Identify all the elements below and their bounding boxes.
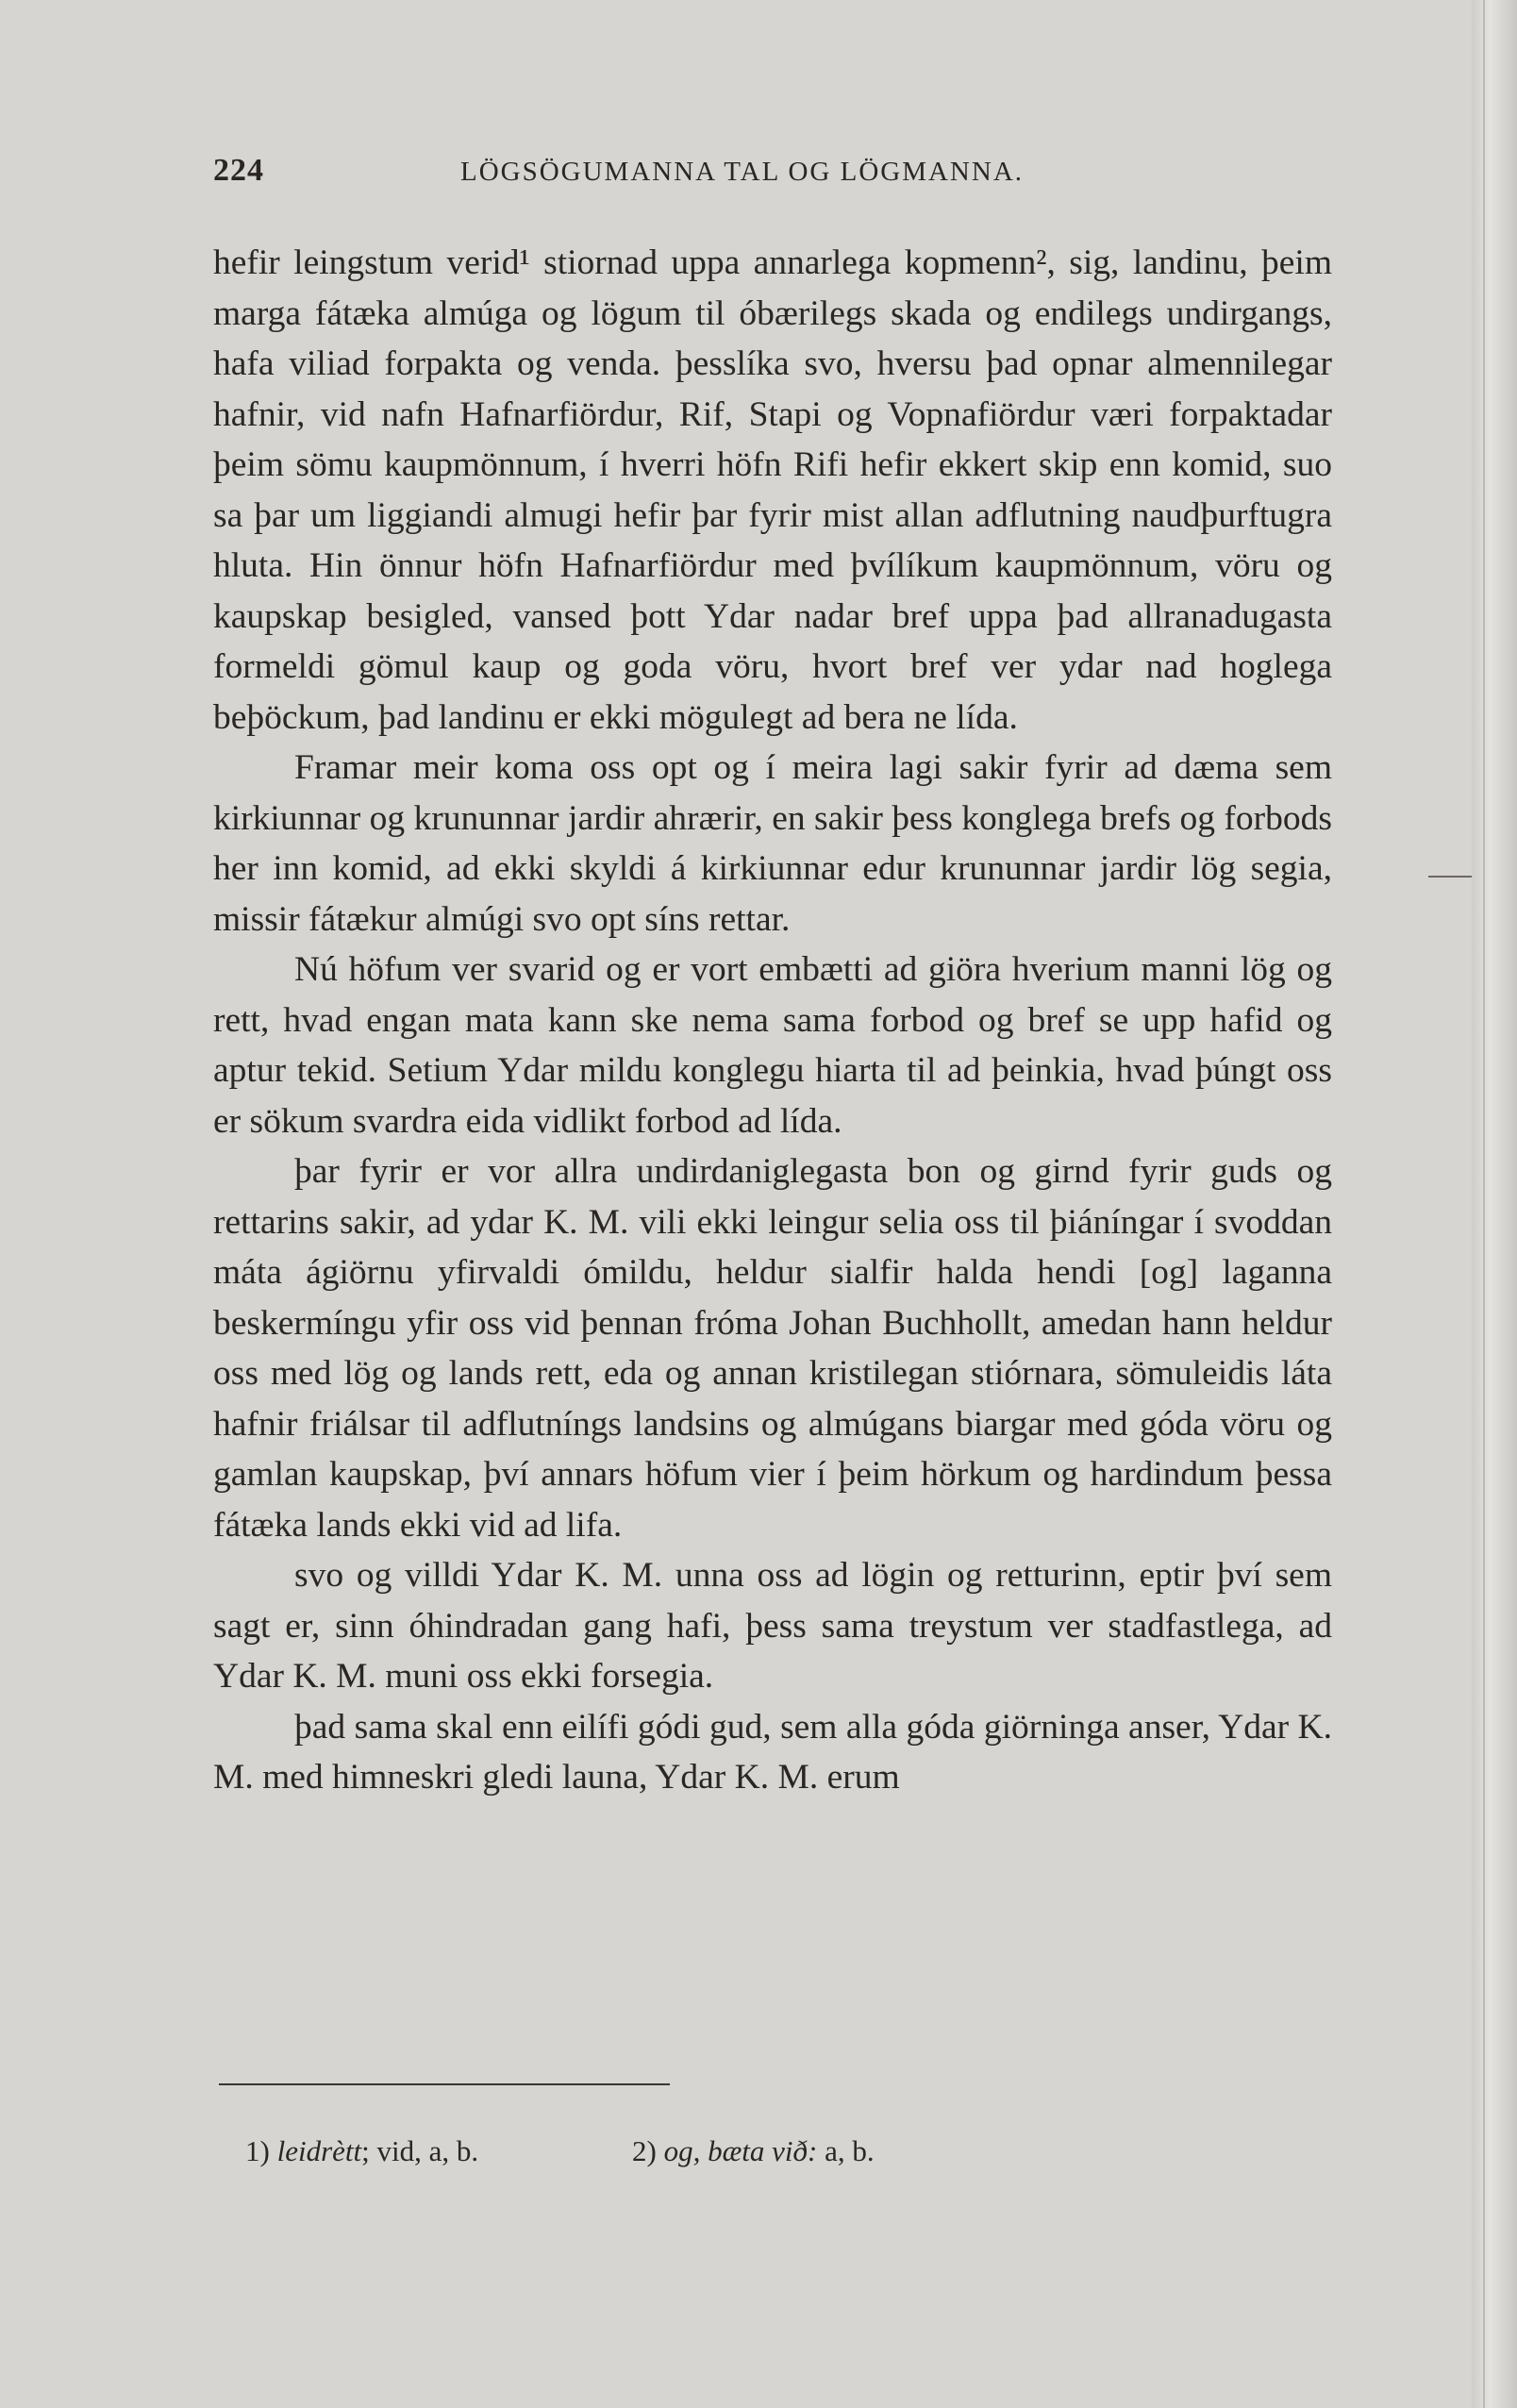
body-text [213,238,1332,1803]
footnote-2-rest: a, b. [817,2134,875,2167]
paragraph-3: Nú höfum ver svarid og er vort embætti ad giöra hverium manni lög og rett, hvad engan mata kann ske nema sama forbod og bref se upp hafid og aptur tekid. Setium Ydar mildu konglegu hiarta til ad þeinkia, hvad þúngt oss er sökum svardra eida vidlikt forbod ad lída. [213,950,1332,1141]
running-title: LÖGSÖGUMANNA TAL OG LÖGMANNA. [460,157,1025,187]
footnote-2 [632,2134,875,2168]
paragraph-4: þar fyrir er vor allra undirdaniglegasta bon og girnd fyrir guds og rettarins sakir, ad ydar K. M. vili ekki leingur selia oss til þiáníngar í svoddan máta ágiörnu yfirvaldi ómildu, heldur sialfir halda hendi [og] laganna beskermíngu yfir oss vid þennan fróma Johan Buchhollt, amedan hann heldur oss med lög og lands rett, eda og annan kristilegan stiórnara, sömuleidis láta hafnir friálsar til adflutníngs landsins og almúgans biargar med góda vöru og gamlan kaupskap, því annars höfum vier í þeim hörkum og hardindum þessa fátæka lands ekki vid ad lifa. [213,1152,1332,1545]
paragraph-1: hefir leingstum verid¹ stiornad uppa annarlega kopmenn², sig, landinu, þeim marga fátæka almúga og lögum til óbærilegs skada og endilegs undirgangs, hafa viliad forpakta og venda. þesslíka svo, hversu þad opnar almennilegar hafnir, vid nafn Hafnarfiördur, Rif, Stapi og Vopnafiördur væri forpaktadar þeim sömu kaupmönnum, í hverri höfn Rifi hefir ekkert skip enn komid, suo sa þar um liggiandi almugi hefir þar fyrir mist allan adflutning naudþurftugra hluta. Hin önnur höfn Hafnarfiördur med þvílíkum kaupmönnum, vöru og kaupskap besigled, vansed þott Ydar nadar bref uppa þad allranadugasta formeldi gömul kaup og goda vöru, hvort bref ver ydar nad hoglega beþöckum, þad landinu er ekki mögulegt ad bera ne lída. [213,243,1332,737]
paragraph-6: þad sama skal enn eilífi gódi gud, sem alla góda giörninga anser, Ydar K. M. med himneskri gledi launa, Ydar K. M. erum [213,1707,1332,1797]
margin-mark [1428,876,1472,878]
footnote-2-marker: 2) [632,2134,657,2167]
footnote-1-rest: ; vid, a, b. [361,2134,479,2167]
page-number: 224 [213,153,264,188]
footnote-2-italic: og, bæta við: [663,2134,818,2167]
paragraph-5: svo og villdi Ydar K. M. unna oss ad lögin og retturinn, eptir því sem sagt er, sinn óhindradan gang hafi, þess sama treystum ver stadfastlega, ad Ydar K. M. muni oss ekki forsegia. [213,1556,1332,1696]
footnote-1-marker: 1) [245,2134,270,2167]
paragraph-2: Framar meir koma oss opt og í meira lagi sakir fyrir ad dæma sem kirkiunnar og krununnar jardir ahrærir, en sakir þess konglega brefs og forbods her inn komid, ad ekki skyldi á kirkiunnar edur krununnar jardir lög segia, missir fátækur almúgi svo opt síns rettar. [213,748,1332,939]
running-head [213,153,1355,200]
page-edge-line [1483,0,1485,2408]
footnote-divider [219,2083,670,2085]
footnote-1-italic: leidrètt [276,2134,362,2167]
page-edge [1472,0,1517,2408]
footnote-1 [245,2134,478,2168]
footnotes [245,2134,1283,2178]
